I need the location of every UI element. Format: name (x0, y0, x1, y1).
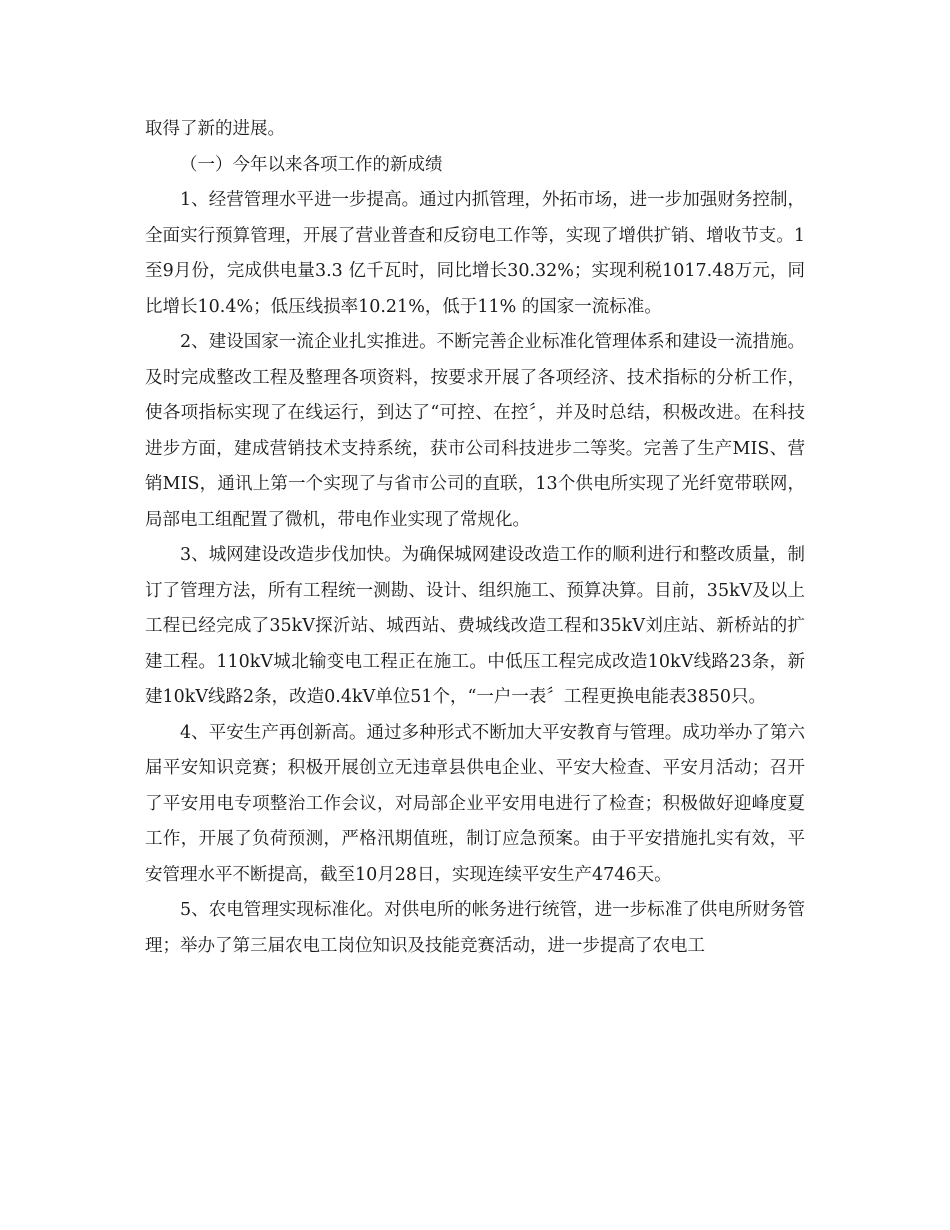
paragraph-continuation: 取得了新的进展。 (145, 119, 285, 139)
paragraph-item-3: 3、城网建设改造步伐加快。为确保城网建设改造工作的顺利进行和整改质量，制订了管理方法，所有工程统一测勘、设计、组织施工、预算决算。目前，35kV及以上工程已经完成了35kV探沂站、城西站、费城线改造工程和35kV刘庄站、新桥站的扩建工程。110kV城北输变电工程正在施工。中低压工程完成改造10kV线路23条，新建10kV线路2条，改造0.4kV单位51个，“一户一表〞工程更换电能表3850只。 (145, 545, 805, 707)
document-body (145, 112, 805, 964)
paragraph-item-2: 2、建设国家一流企业扎实推进。不断完善企业标准化管理体系和建设一流措施。及时完成整改工程及整理各项资料，按要求开展了各项经济、技术指标的分析工作，使各项指标实现了在线运行，到达了“可控、在控〞，并及时总结，积极改进。在科技进步方面，建成营销技术支持系统，获市公司科技进步二等奖。完善了生产MIS、营销MIS，通讯上第一个实现了与省市公司的直联，13个供电所实现了光纤宽带联网，局部电工组配置了微机，带电作业实现了常规化。 (145, 332, 805, 530)
section-heading: （一）今年以来各项工作的新成绩 (180, 154, 443, 175)
paragraph-item-5: 5、农电管理实现标准化。对供电所的帐务进行统管，进一步标准了供电所财务管理；举办了第三届农电工岗位知识及技能竞赛活动，进一步提高了农电工 (145, 900, 805, 956)
paragraph-item-4: 4、平安生产再创新高。通过多种形式不断加大平安教育与管理。成功举办了第六届平安知识竞赛；积极开展创立无违章县供电企业、平安大检查、平安月活动；召开了平安用电专项整治工作会议，对局部企业平安用电进行了检查；积极做好迎峰度夏工作，开展了负荷预测，严格汛期值班，制订应急预案。由于平安措施扎实有效，平安管理水平不断提高，截至10月28日，实现连续平安生产4746天。 (145, 722, 805, 885)
paragraph-item-1: 1、经营管理水平进一步提高。通过内抓管理，外拓市场，进一步加强财务控制，全面实行预算管理，开展了营业普查和反窃电工作等，实现了增供扩销、增收节支。1至9月份，完成供电量3.3 亿千瓦时，同比增长30.32%；实现利税1017.48万元，同比增长10.4%；低压线损率10.21%，低于11% 的国家一流标准。 (145, 190, 805, 317)
